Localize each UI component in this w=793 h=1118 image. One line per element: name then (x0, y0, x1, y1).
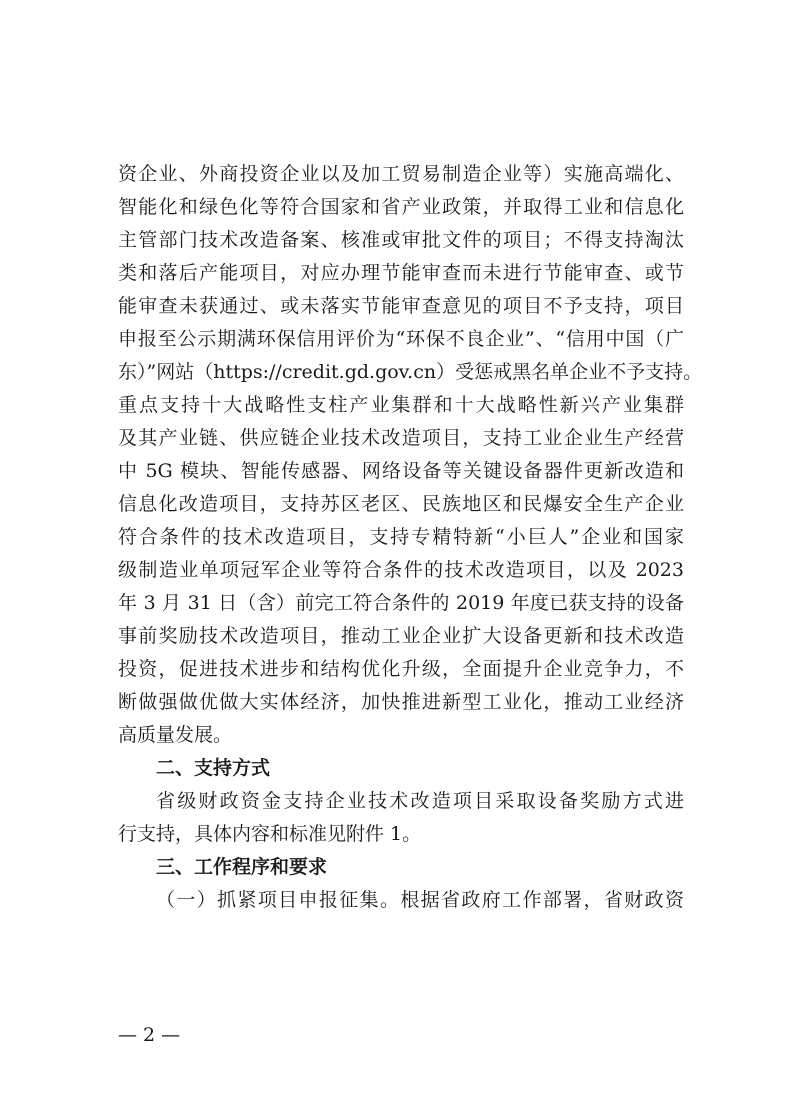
text-line: 能审查未获通过、或未落实节能审查意见的项目不予支持，项目 (118, 295, 684, 317)
document-body (118, 158, 703, 917)
text-line: 符合条件的技术改造项目，支持专精特新“小巨人”企业和国家 (118, 526, 684, 548)
text-line: 投资，促进技术进步和结构优化升级，全面提升企业竞争力，不 (118, 658, 684, 680)
text-line: 中 5G 模块、智能传感器、网络设备等关键设备器件更新改造和 (118, 460, 684, 482)
text-line: 级制造业单项冠军企业等符合条件的技术改造项目，以及 2023 (118, 559, 684, 581)
text-line: 资企业、外商投资企业以及加工贸易制造企业等）实施高端化、 (118, 163, 684, 185)
text-line: 申报至公示期满环保信用评价为“环保不良企业”、“信用中国（广 (118, 328, 684, 350)
text-line: 智能化和绿色化等符合国家和省产业政策，并取得工业和信息化 (118, 196, 684, 218)
paragraph-procedure (118, 884, 684, 917)
text-line: 及其产业链、供应链企业技术改造项目，支持工业企业生产经营 (118, 427, 684, 449)
text-line: 行支持，具体内容和标准见附件 1。 (118, 823, 422, 845)
paragraph-support-method (118, 785, 684, 851)
text-line: 高质量发展。 (118, 724, 233, 746)
text-line: 类和落后产能项目，对应办理节能审查而未进行节能审查、或节 (118, 262, 684, 284)
section-heading-support-method: 二、支持方式 (156, 757, 271, 779)
text-line: 断做强做优做大实体经济，加快推进新型工业化，推动工业经济 (118, 691, 684, 713)
text-line: 省级财政资金支持企业技术改造项目采取设备奖励方式进 (156, 790, 684, 812)
text-line: 事前奖励技术改造项目，推动工业企业扩大设备更新和技术改造 (118, 625, 684, 647)
text-line: 年 3 月 31 日（含）前完工符合条件的 2019 年度已获支持的设备 (118, 592, 684, 614)
page-number: — 2 — (118, 1024, 181, 1046)
paragraph-project-scope (118, 158, 703, 752)
text-line: 主管部门技术改造备案、核准或审批文件的项目；不得支持淘汰 (118, 229, 684, 251)
text-line: 重点支持十大战略性支柱产业集群和十大战略性新兴产业集群 (118, 394, 684, 416)
section-heading-procedure: 三、工作程序和要求 (156, 856, 328, 878)
text-line: 信息化改造项目，支持苏区老区、民族地区和民爆安全生产企业 (118, 493, 684, 515)
text-line: 东）”网站（https://credit.gd.gov.cn）受惩戒黑名单企业不予支持。 (118, 361, 703, 383)
text-line: （一）抓紧项目申报征集。根据省政府工作部署，省财政资 (156, 889, 684, 911)
